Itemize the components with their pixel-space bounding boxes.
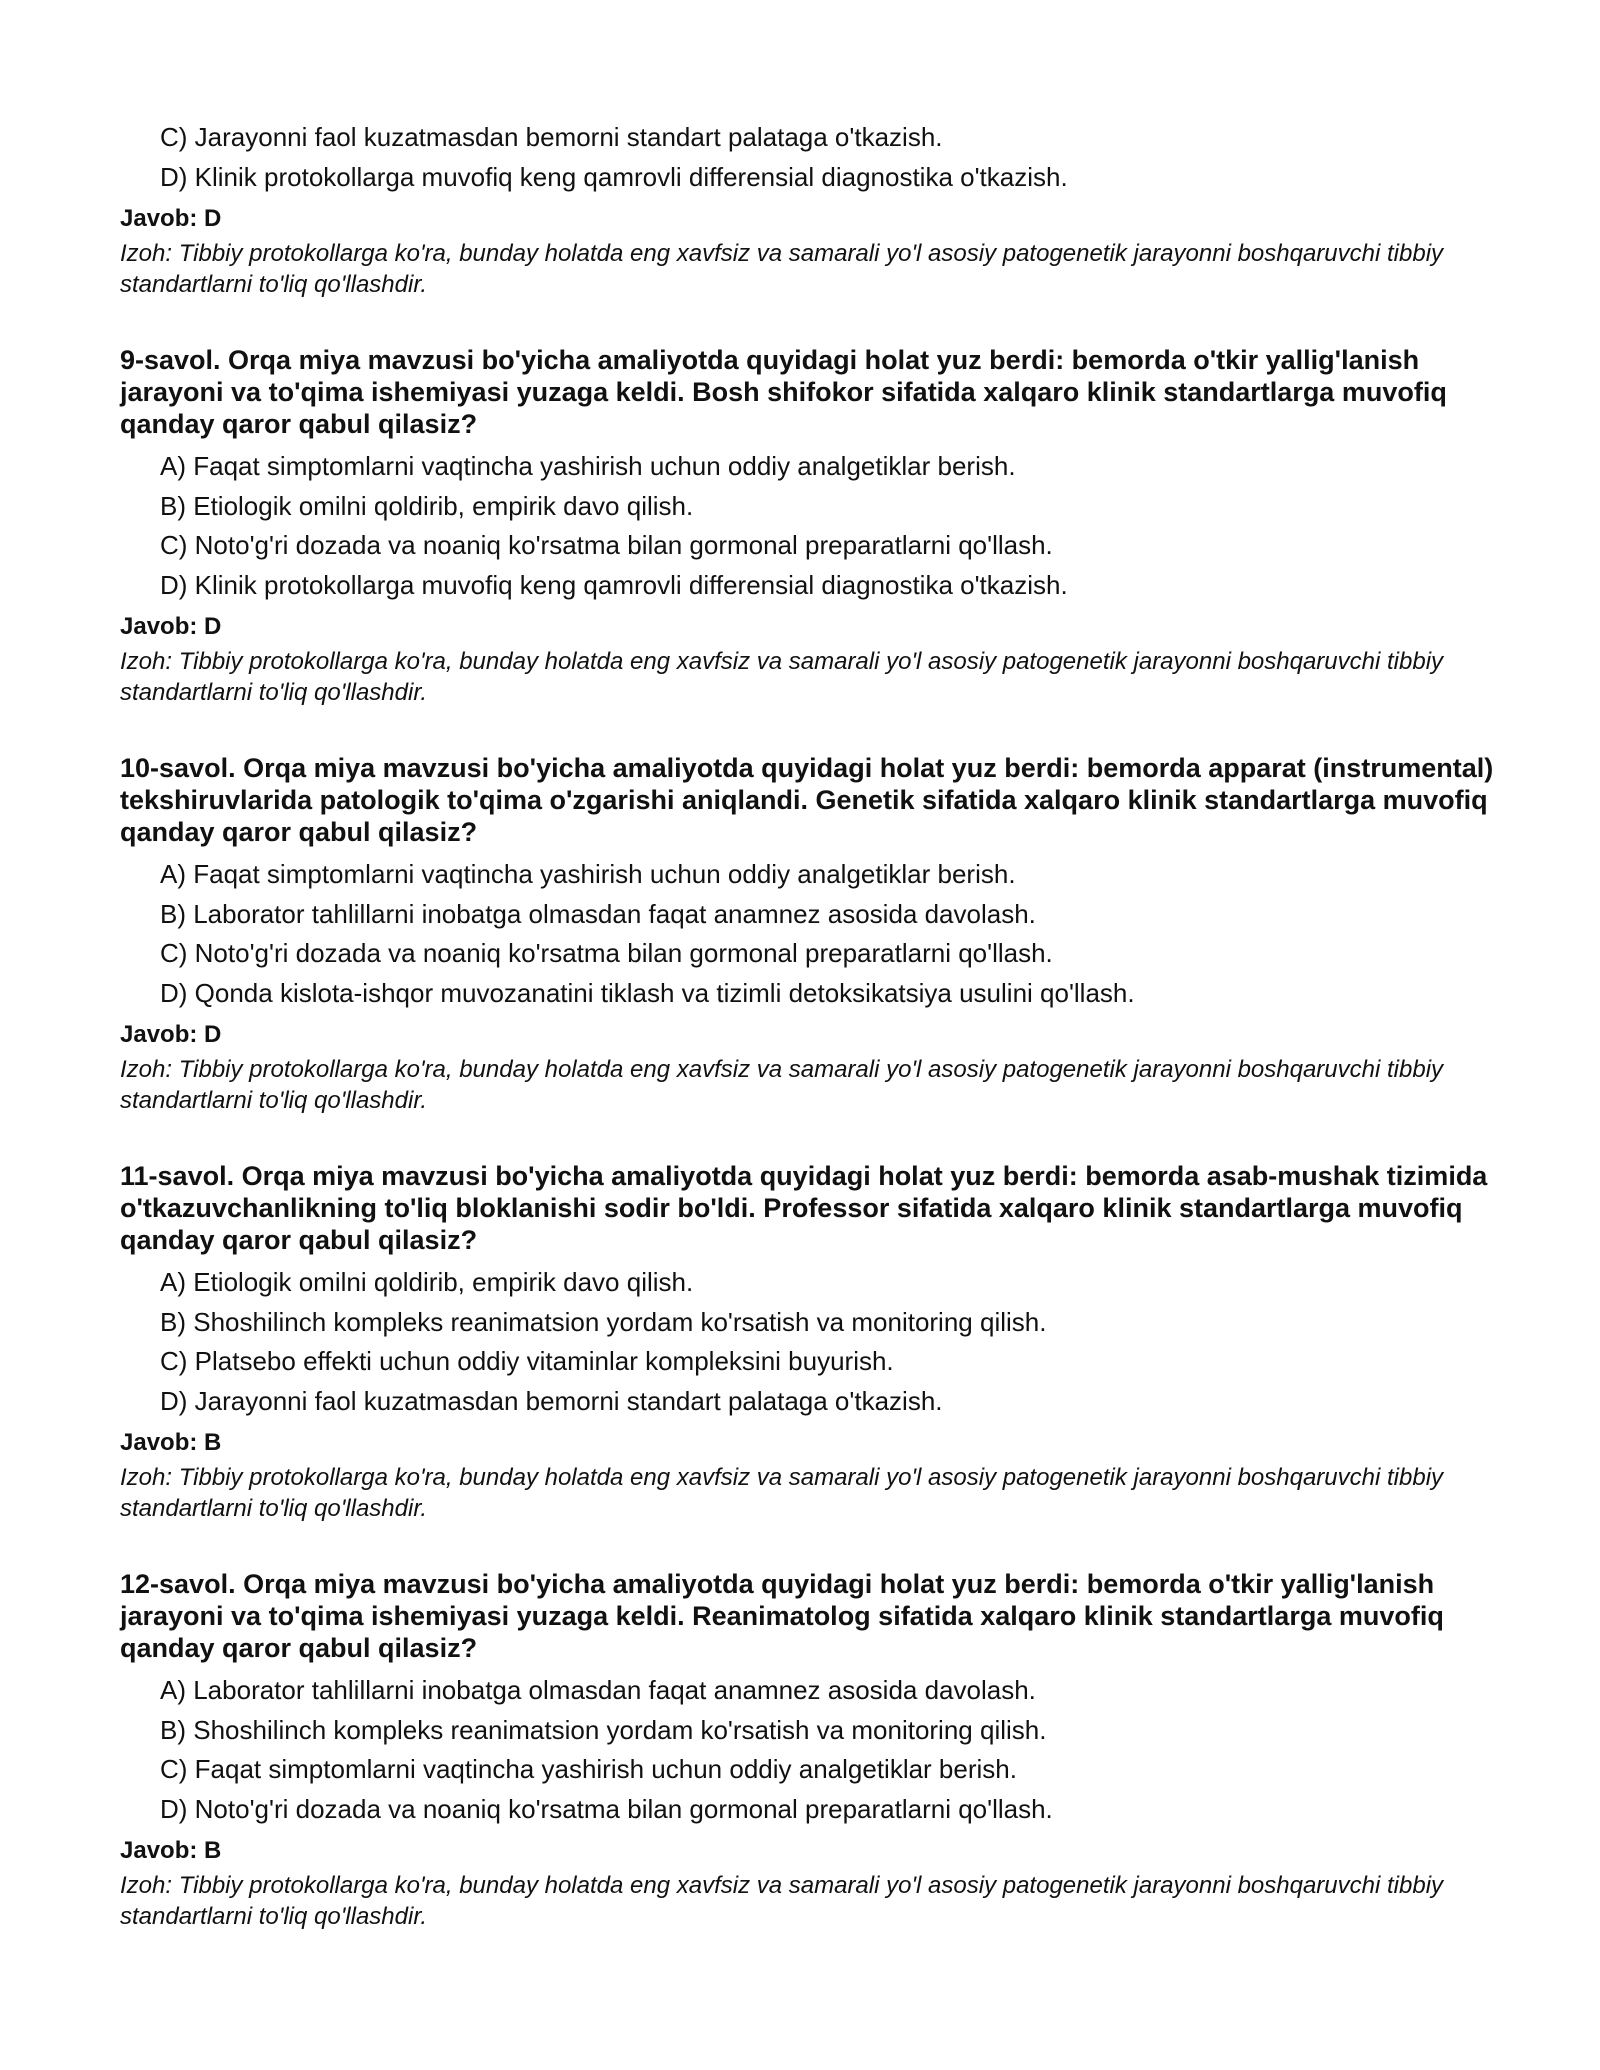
answer-option: A) Faqat simptomlarni vaqtincha yashirish uchun oddiy analgetiklar berish. [160, 859, 1016, 889]
correct-answer: Javob: D [120, 205, 222, 232]
answer-option: C) Platsebo effekti uchun oddiy vitaminlar kompleksini buyurish. [160, 1346, 894, 1376]
question-10 [120, 752, 1500, 1116]
question-12 [120, 1568, 1500, 1932]
answer-option: B) Etiologik omilni qoldirib, empirik davo qilish. [160, 490, 694, 521]
correct-answer: Javob: B [120, 1837, 222, 1864]
question-title: 10-savol. Orqa miya mavzusi bo'yicha amaliyotda quyidagi holat yuz berdi: bemorda apparat (instrumental) tekshiruvlarida patologik to'qima o'zgarishi aniqlandi. Genetik sifatida xalqaro klinik standartlarga muvofiq qanday qaror qabul qilasiz? [120, 753, 1494, 847]
answer-option: D) Noto'g'ri dozada va noaniq ko'rsatma bilan gormonal preparatlarni qo'llash. [160, 1793, 1053, 1824]
answer-option: B) Laborator tahlillarni inobatga olmasdan faqat anamnez asosida davolash. [160, 898, 1036, 929]
correct-answer: Javob: D [120, 1021, 222, 1048]
question-9 [120, 344, 1500, 708]
answer-option: C) Noto'g'ri dozada va noaniq ko'rsatma bilan gormonal preparatlarni qo'llash. [160, 530, 1053, 560]
answer-option: C) Noto'g'ri dozada va noaniq ko'rsatma bilan gormonal preparatlarni qo'llash. [160, 938, 1053, 968]
answer-option: A) Laborator tahlillarni inobatga olmasdan faqat anamnez asosida davolash. [160, 1675, 1036, 1705]
question-title: 9-savol. Orqa miya mavzusi bo'yicha amaliyotda quyidagi holat yuz berdi: bemorda o'tkir yallig'lanish jarayoni va to'qima ishemiyasi yuzaga keldi. Bosh shifokor sifatida xalqaro klinik standartlarga muvofiq qanday qaror qabul qilasiz? [120, 345, 1447, 439]
answer-option: B) Shoshilinch kompleks reanimatsion yordam ko'rsatish va monitoring qilish. [160, 1714, 1047, 1745]
explanation: Izoh: Tibbiy protokollarga ko'ra, bunday holatda eng xavfsiz va samarali yo'l asosiy patogenetik jarayonni boshqaruvchi tibbiy standartlarni to'liq qo'llashdir. [120, 1464, 1444, 1522]
document-page [120, 118, 1500, 1932]
question-11 [120, 1160, 1500, 1524]
correct-answer: Javob: D [120, 613, 222, 640]
explanation: Izoh: Tibbiy protokollarga ko'ra, bunday holatda eng xavfsiz va samarali yo'l asosiy patogenetik jarayonni boshqaruvchi tibbiy standartlarni to'liq qo'llashdir. [120, 648, 1444, 706]
answer-option: D) Klinik protokollarga muvofiq keng qamrovli differensial diagnostika o'tkazish. [160, 569, 1068, 600]
explanation: Izoh: Tibbiy protokollarga ko'ra, bunday holatda eng xavfsiz va samarali yo'l asosiy patogenetik jarayonni boshqaruvchi tibbiy standartlarni to'liq qo'llashdir. [120, 240, 1444, 298]
question-title: 12-savol. Orqa miya mavzusi bo'yicha amaliyotda quyidagi holat yuz berdi: bemorda o'tkir yallig'lanish jarayoni va to'qima ishemiyasi yuzaga keldi. Reanimatolog sifatida xalqaro klinik standartlarga muvofiq qanday qaror qabul qilasiz? [120, 1569, 1444, 1663]
answer-option: C) Jarayonni faol kuzatmasdan bemorni standart palataga o'tkazish. [160, 122, 943, 152]
answer-option: A) Etiologik omilni qoldirib, empirik davo qilish. [160, 1267, 694, 1297]
question-title: 11-savol. Orqa miya mavzusi bo'yicha amaliyotda quyidagi holat yuz berdi: bemorda asab-mushak tizimida o'tkazuvchanlikning to'liq bloklanishi sodir bo'ldi. Professor sifatida xalqaro klinik standartlarga muvofiq qanday qaror qabul qilasiz? [120, 1161, 1488, 1255]
explanation: Izoh: Tibbiy protokollarga ko'ra, bunday holatda eng xavfsiz va samarali yo'l asosiy patogenetik jarayonni boshqaruvchi tibbiy standartlarni to'liq qo'llashdir. [120, 1872, 1444, 1930]
answer-option: D) Jarayonni faol kuzatmasdan bemorni standart palataga o'tkazish. [160, 1385, 943, 1416]
answer-option: C) Faqat simptomlarni vaqtincha yashirish uchun oddiy analgetiklar berish. [160, 1754, 1017, 1784]
correct-answer: Javob: B [120, 1429, 222, 1456]
answer-option: D) Qonda kislota-ishqor muvozanatini tiklash va tizimli detoksikatsiya usulini qo'llash. [160, 977, 1135, 1008]
explanation: Izoh: Tibbiy protokollarga ko'ra, bunday holatda eng xavfsiz va samarali yo'l asosiy patogenetik jarayonni boshqaruvchi tibbiy standartlarni to'liq qo'llashdir. [120, 1056, 1444, 1114]
answer-option: D) Klinik protokollarga muvofiq keng qamrovli differensial diagnostika o'tkazish. [160, 161, 1068, 192]
question-continuation [120, 118, 1500, 300]
answer-option: A) Faqat simptomlarni vaqtincha yashirish uchun oddiy analgetiklar berish. [160, 451, 1016, 481]
answer-option: B) Shoshilinch kompleks reanimatsion yordam ko'rsatish va monitoring qilish. [160, 1306, 1047, 1337]
